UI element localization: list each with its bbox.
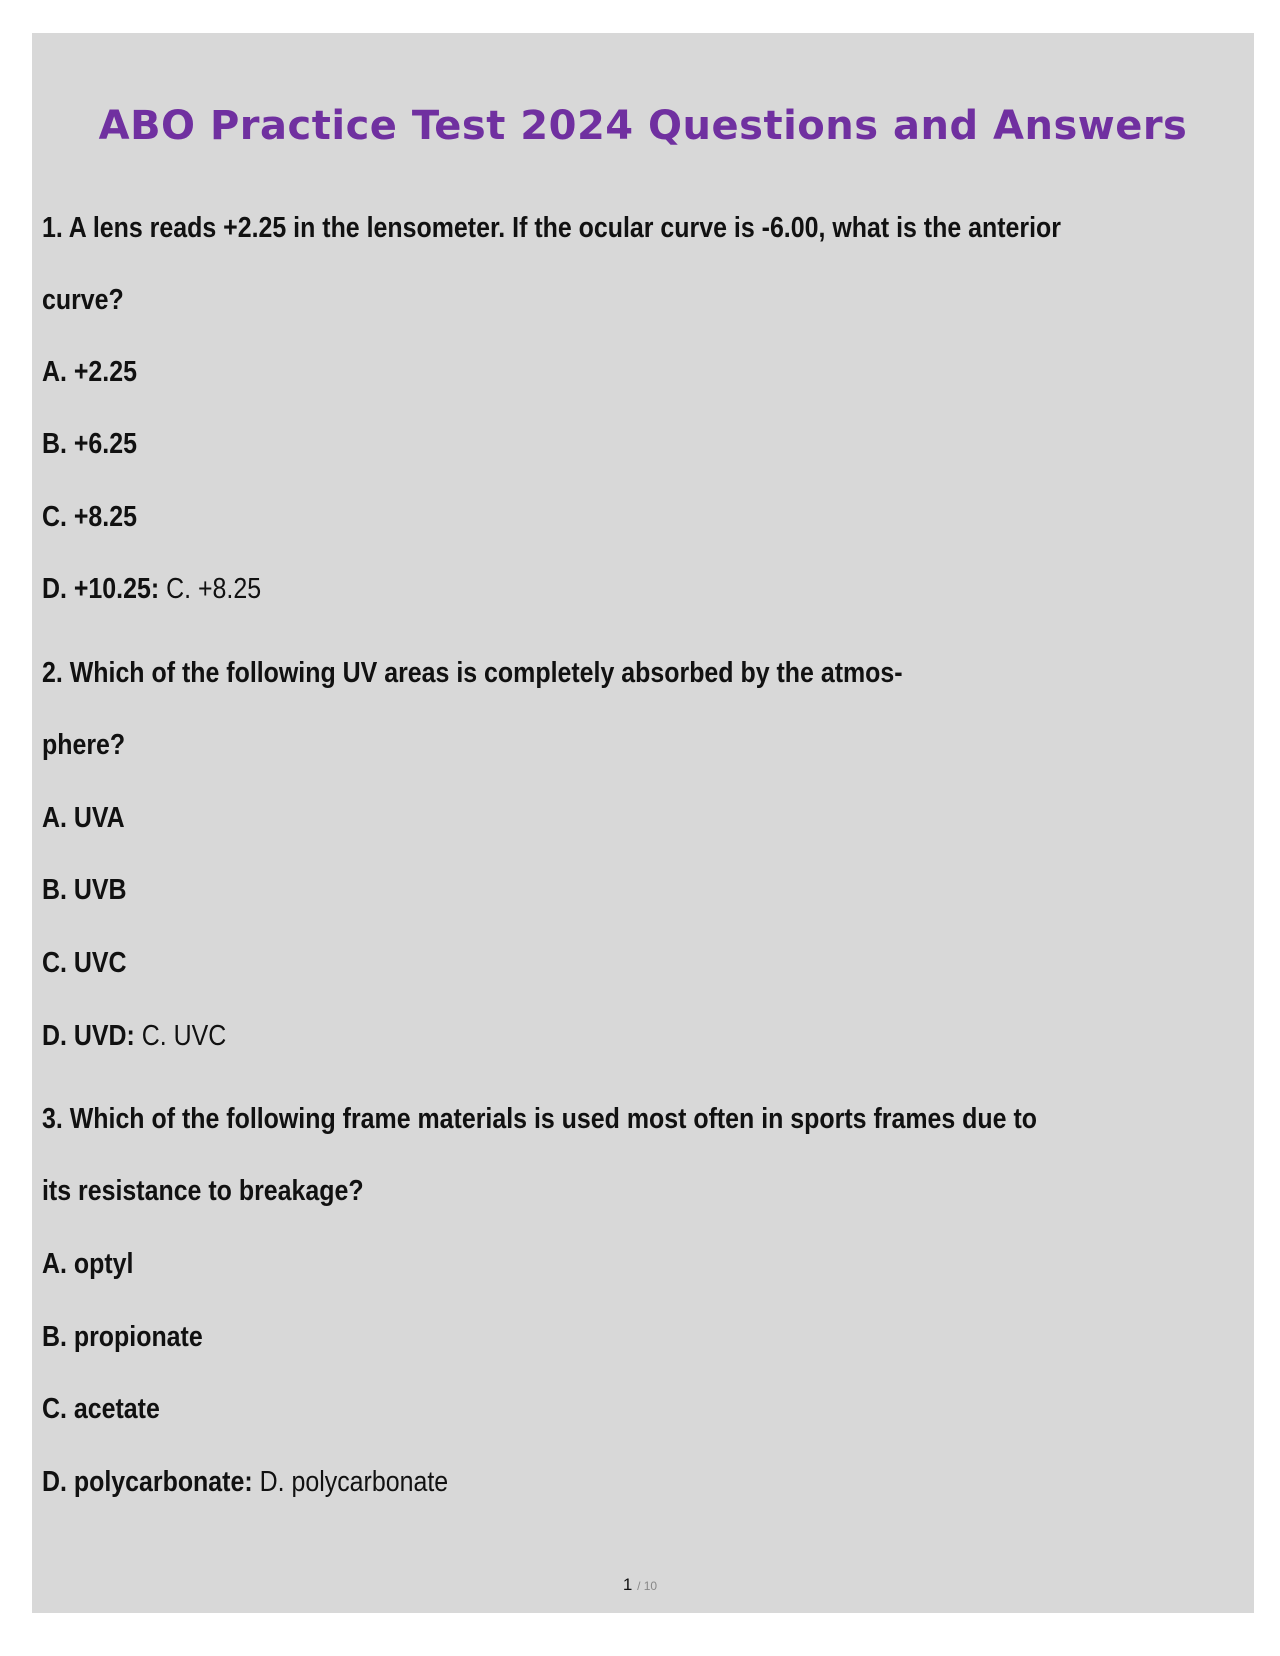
option-d-with-answer xyxy=(42,1018,226,1054)
option-d-with-answer xyxy=(42,1464,448,1500)
question-2-text-cont: phere? xyxy=(42,729,126,761)
option-a: A. optyl xyxy=(42,1248,134,1280)
question-text: Which of the following frame materials is used most often in sports frames due to xyxy=(69,1103,1037,1135)
question-3-text-cont: its resistance to breakage? xyxy=(42,1175,364,1207)
option-c: C. acetate xyxy=(42,1393,160,1425)
question-text: A lens reads +2.25 in the lensometer. If the ocular curve is -6.00, what is the anterior xyxy=(68,212,1062,244)
question-number: 3. xyxy=(42,1103,63,1135)
option-c: C. +8.25 xyxy=(42,501,137,533)
question-1-text xyxy=(42,210,1061,246)
page-indicator xyxy=(0,1575,1280,1595)
question-number: 1. xyxy=(42,212,63,244)
question-number: 2. xyxy=(42,657,63,689)
option-d: D. UVD: xyxy=(42,1020,135,1052)
question-text: Which of the following UV areas is completely absorbed by the atmos- xyxy=(69,657,903,689)
option-d: D. +10.25: xyxy=(42,573,160,605)
option-a: A. UVA xyxy=(42,802,125,834)
page-total: / 10 xyxy=(637,1579,658,1593)
option-d: D. polycarbonate: xyxy=(42,1466,253,1498)
answer: C. +8.25 xyxy=(166,573,262,605)
question-1-text-cont: curve? xyxy=(42,284,124,316)
answer: D. polycarbonate xyxy=(259,1466,449,1498)
option-b: B. UVB xyxy=(42,874,127,906)
option-b: B. propionate xyxy=(42,1321,203,1353)
option-c: C. UVC xyxy=(42,947,127,979)
page-number: 1 xyxy=(622,1575,633,1594)
question-3-text xyxy=(42,1101,1037,1137)
document-page xyxy=(32,33,1254,1613)
option-a: A. +2.25 xyxy=(42,356,137,388)
question-2-text xyxy=(42,655,903,691)
answer: C. UVC xyxy=(141,1020,227,1052)
page-title: ABO Practice Test 2024 Questions and Answers xyxy=(98,103,1188,149)
option-d-with-answer xyxy=(42,571,261,607)
option-b: B. +6.25 xyxy=(42,428,137,460)
